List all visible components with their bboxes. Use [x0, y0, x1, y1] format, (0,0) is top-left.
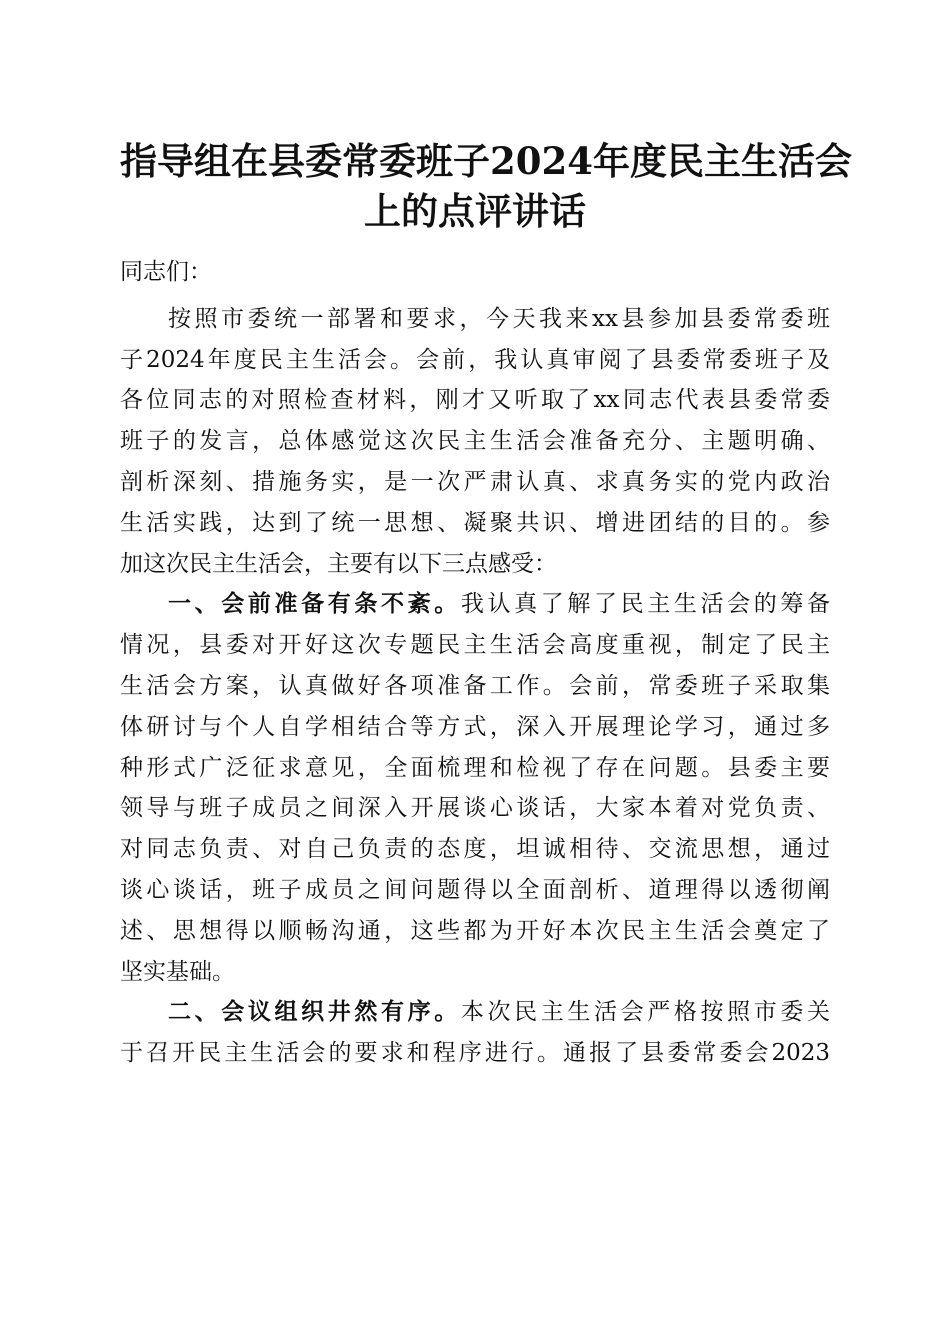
paragraph-line: 于召开民主生活会的要求和程序进行。通报了县委常委会2023 — [120, 1040, 830, 1067]
paragraph-line: 坚实基础。 — [120, 958, 235, 985]
paragraph-line: 按照市委统一部署和要求，今天我来xx县参加县委常委班 — [168, 305, 830, 332]
paragraph-section-2 — [120, 992, 830, 1074]
paragraph-line: 谈心谈话，班子成员之间问题得以全面剖析、道理得以透彻阐 — [120, 876, 830, 903]
salutation: 同志们： — [120, 259, 212, 285]
paragraph-text: 本次民主生活会严格按照市委关 — [460, 999, 830, 1026]
paragraph-line: 加这次民主生活会，主要有以下三点感受： — [120, 550, 557, 577]
paragraph-line: 各位同志的对照检查材料，刚才又听取了xx同志代表县委常委 — [120, 387, 830, 414]
paragraph-line: 生活实践，达到了统一思想、凝聚共识、增进团结的目的。参 — [120, 509, 830, 536]
title-line-1: 指导组在县委常委班子2024年度民主生活会 — [120, 139, 852, 183]
paragraph-line: 述、思想得以顺畅沟通，这些都为开好本次民主生活会奠定了 — [120, 917, 830, 944]
paragraph-line: 情况，县委对开好这次专题民主生活会高度重视，制定了民主 — [120, 632, 830, 659]
paragraph-section-1 — [120, 584, 830, 992]
paragraph-line: 对同志负责、对自己负责的态度，坦诚相待、交流思想，通过 — [120, 836, 830, 863]
section-heading: 一、会前准备有条不紊。 — [168, 590, 461, 618]
paragraph-first-line — [120, 992, 830, 1033]
document-title — [120, 136, 852, 236]
paragraph-line: 领导与班子成员之间深入开展谈心谈话，大家本着对党负责、 — [120, 795, 830, 822]
document-body — [120, 252, 830, 1074]
section-heading: 二、会议组织井然有序。 — [168, 998, 461, 1026]
paragraph-line: 体研讨与个人自学相结合等方式，深入开展理论学习，通过多 — [120, 713, 830, 740]
paragraph-line: 种形式广泛征求意见，全面梳理和检视了存在问题。县委主要 — [120, 754, 830, 781]
paragraph-line: 生活会方案，认真做好各项准备工作。会前，常委班子采取集 — [120, 672, 830, 699]
title-line-2: 上的点评讲话 — [364, 189, 586, 233]
paragraph-line: 剖析深刻、措施务实，是一次严肃认真、求真务实的党内政治 — [120, 468, 830, 495]
paragraph-intro — [120, 299, 830, 585]
paragraph-first-line — [120, 584, 830, 625]
paragraph-line: 班子的发言，总体感觉这次民主生活会准备充分、主题明确、 — [120, 428, 830, 455]
paragraph-line: 子2024年度民主生活会。会前，我认真审阅了县委常委班子及 — [120, 346, 830, 373]
paragraph-text: 我认真了解了民主生活会的筹备 — [460, 591, 830, 618]
